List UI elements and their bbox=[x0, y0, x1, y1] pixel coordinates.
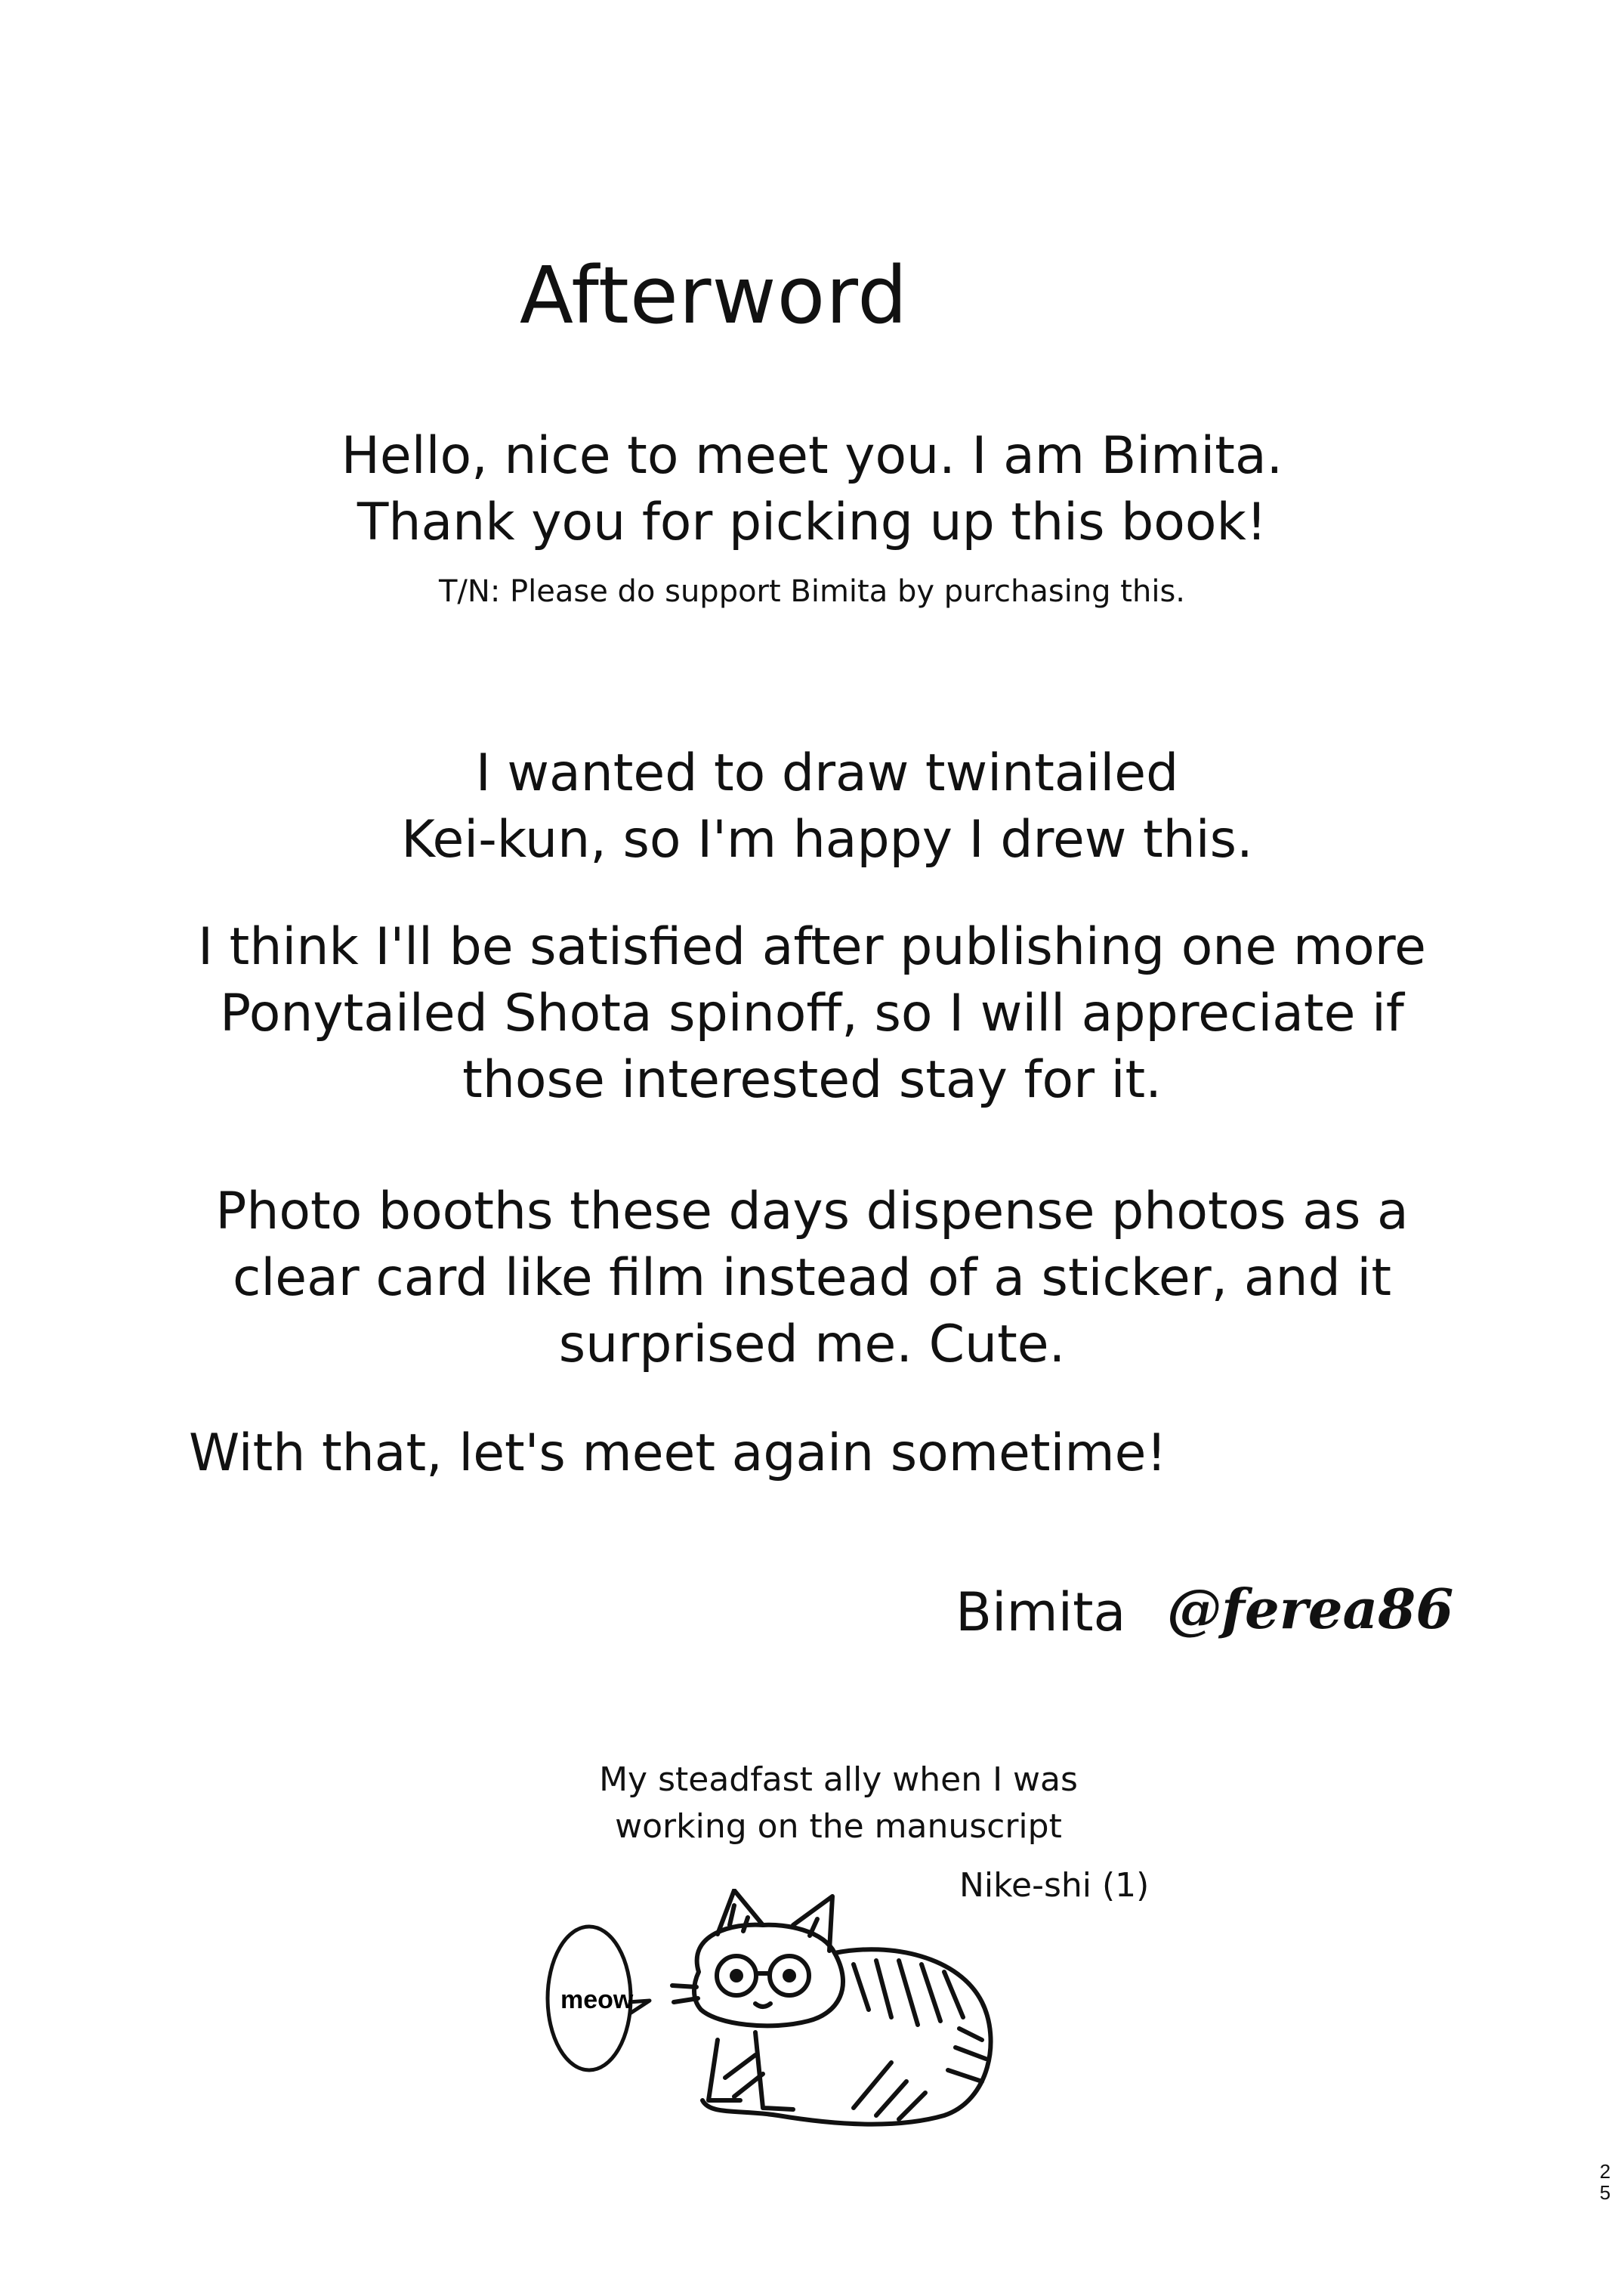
paragraph-line: Ponytailed Shota spinoff, so I will appreciate if bbox=[220, 984, 1404, 1043]
paragraph-line: surprised me. Cute. bbox=[558, 1315, 1066, 1374]
page-number-digit: 2 bbox=[1599, 2160, 1611, 2183]
author-handle: @ferea86 bbox=[1167, 1577, 1454, 1641]
intro-line-2: Thank you for picking up this book! bbox=[357, 493, 1267, 552]
page-number bbox=[1595, 2161, 1615, 2203]
paragraph-line: Kei-kun, so I'm happy I drew this. bbox=[401, 810, 1253, 870]
paragraph-line: those interested stay for it. bbox=[462, 1050, 1162, 1110]
cat-caption-line-1: My steadfast ally when I was bbox=[599, 1760, 1078, 1799]
paragraph-line: clear card like film instead of a sticker, and it bbox=[233, 1248, 1391, 1308]
paragraph-line: Photo booths these days dispense photos as a bbox=[215, 1182, 1409, 1241]
cat-caption-line-2: working on the manuscript bbox=[615, 1807, 1062, 1846]
paragraph-twintail bbox=[0, 740, 1624, 873]
meow-text: meow bbox=[560, 1986, 634, 2014]
cat-icon bbox=[672, 1890, 991, 2125]
author-signature: Bimita bbox=[956, 1581, 1126, 1643]
page-title bbox=[0, 249, 1624, 341]
cat-illustration bbox=[536, 1889, 1005, 2161]
speech-bubble bbox=[548, 1927, 650, 2070]
paragraph-spinoff bbox=[0, 914, 1624, 1114]
cat-caption bbox=[574, 1757, 1103, 1850]
paragraph-photo-booth bbox=[0, 1179, 1624, 1378]
closing-line: With that, let's meet again sometime! bbox=[189, 1423, 1167, 1483]
intro-paragraph bbox=[0, 423, 1624, 556]
translator-note: T/N: Please do support Bimita by purchasing this. bbox=[438, 574, 1185, 609]
paragraph-line: I wanted to draw twintailed bbox=[475, 743, 1179, 803]
page-number-digit: 5 bbox=[1599, 2181, 1611, 2204]
intro-line-1: Hello, nice to meet you. I am Bimita. bbox=[341, 426, 1283, 486]
title-text: Afterword bbox=[519, 249, 909, 341]
cat-name-label: Nike-shi (1) bbox=[959, 1866, 1150, 1905]
paragraph-line: I think I'll be satisfied after publishing one more bbox=[198, 917, 1426, 977]
